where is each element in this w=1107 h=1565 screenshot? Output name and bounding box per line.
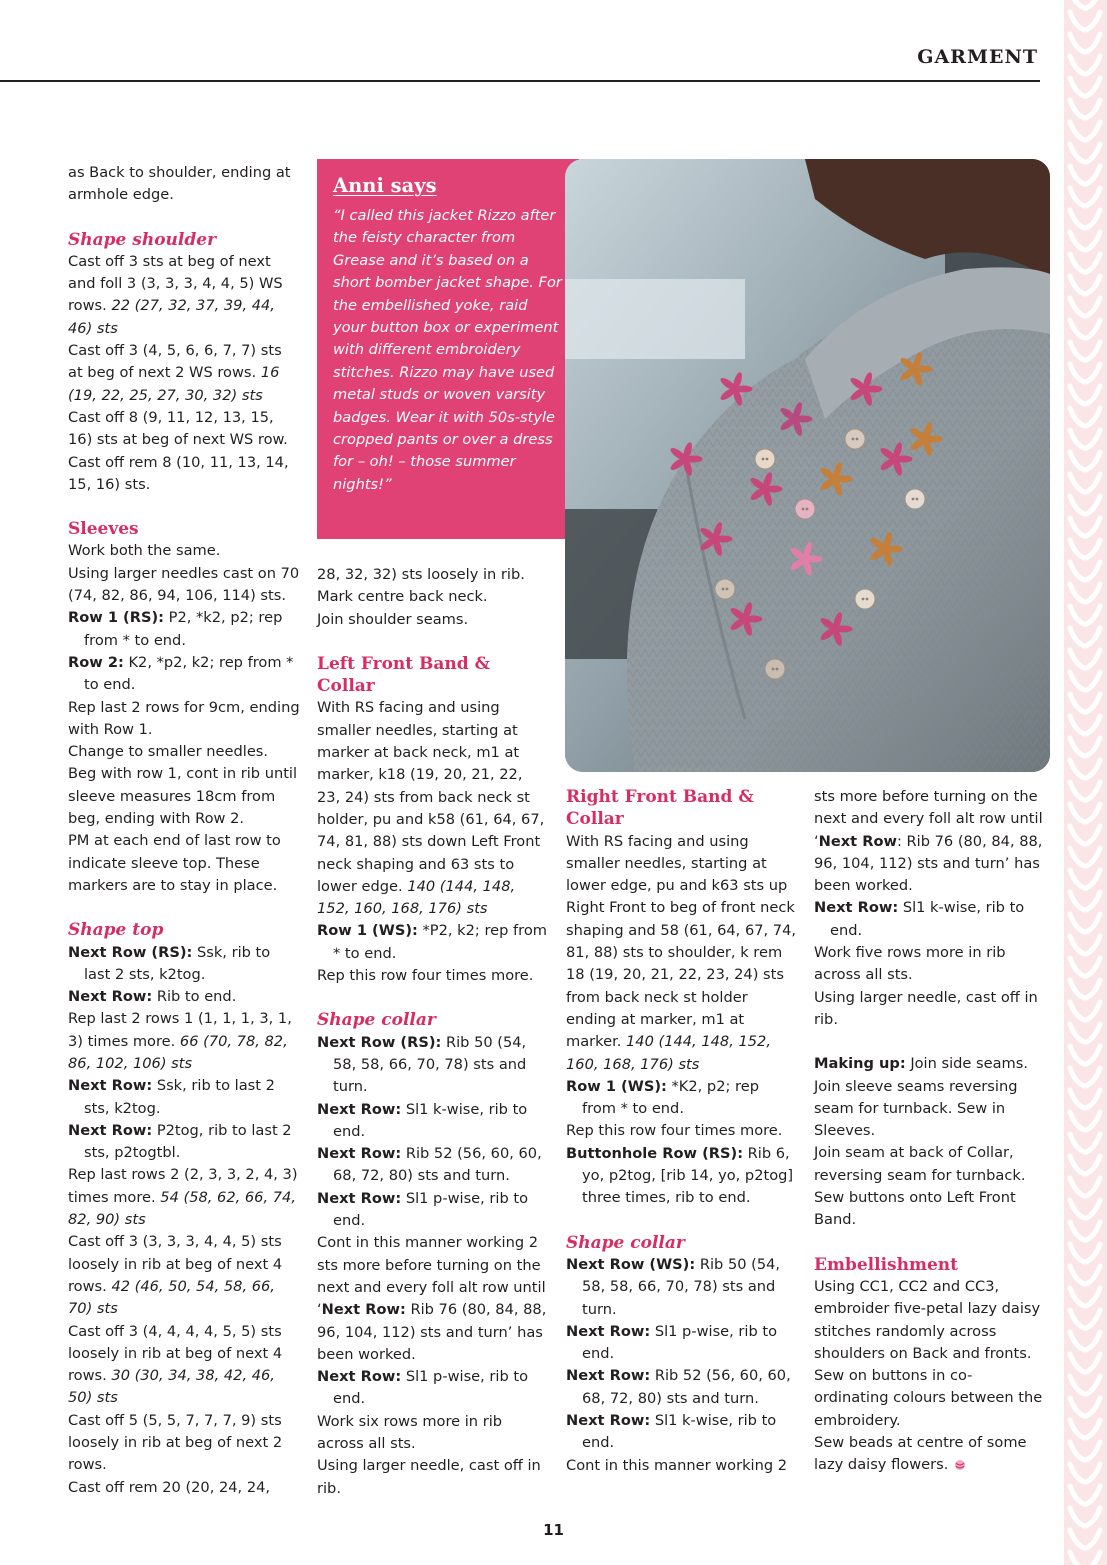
jacket-photo [565,159,1050,772]
paragraph: Sew on buttons in co-ordinating colours between the embroidery. [814,1367,1043,1429]
knit-pattern-strip [1064,0,1107,1565]
heading-right-front-band: Right Front Band & Collar [566,787,754,830]
row-instruction: Next Row (RS): Ssk, rib to last 2 sts, k2tog. [68,943,271,983]
paragraph: Cast off 3 (4, 4, 4, 4, 5, 5) sts loosely in rib at beg of next 4 rows. 30 (30, 34, 38, 42, 46, 50) sts [68,1322,283,1407]
column-2 [317,564,549,1500]
column-1 [68,162,300,1499]
paragraph: Work both the same. [68,542,221,560]
paragraph: as Back to shoulder, ending at armhole edge. [68,164,291,204]
paragraph: Rep last rows 2 (2, 3, 3, 2, 4, 3) times more. 54 (58, 62, 66, 74, 82, 90) sts [68,1166,298,1229]
paragraph: PM at each end of last row to indicate sleeve top. These markers are to stay in place. [68,832,281,894]
row-instruction: Next Row: Sl1 k-wise, rib to end. [317,1100,528,1140]
paragraph: Sew beads at centre of some lazy daisy flowers. [814,1432,1046,1479]
heading-shape-collar: Shape collar [566,1232,685,1253]
paragraph: Rep last 2 rows 1 (1, 1, 1, 3, 1, 3) times more. 66 (70, 78, 82, 86, 102, 106) sts [68,1010,292,1072]
paragraph: Beg with row 1, cont in rib until sleeve measures 18cm from beg, ending with Row 2. [68,765,298,828]
paragraph: Using larger needles cast on 70 (74, 82, 86, 94, 106, 114) sts. [68,564,300,605]
row-instruction: Row 2: K2, *p2, k2; rep from * to end. [68,653,294,694]
page-number: 11 [543,1521,564,1539]
page-header [0,46,1040,82]
paragraph: Work six rows more in rib across all sts. [317,1412,503,1452]
heading-shape-shoulder: Shape shoulder [68,229,217,250]
row-instruction: Next Row: Sl1 k-wise, rib to end. [814,899,1025,939]
paragraph: Using larger needle, cast off in rib. [814,988,1038,1028]
paragraph: Rep this row four times more. [566,1122,783,1140]
paragraph: Sew buttons onto Left Front Band. [814,1189,1016,1229]
anni-says-title: Anni says [333,174,437,197]
yarn-ball-icon [953,1456,967,1478]
paragraph: With RS facing and using smaller needles, starting at marker at back neck, m1 at marker, k18 (19, 20, 21, 22, 23, 24) sts from back neck st holder, pu and k58 (61, 64, 67, 74, 81, 88) sts down Left Front neck shaping and 63 sts to lower edge. 140 (144, 148, 152, 160, 168, 176) sts [317,699,545,918]
anni-says-quote: “I called this jacket Rizzo after the feisty character from Grease and it’s based on a short bomber jacket shape. For the embellished yoke, raid your button box or experiment with different embroidery stitches. Rizzo may have used metal studs or woven varsity badges. Wear it with 50s-style cropped pants or over a dress for – oh! – those summer nights!” [333,207,562,493]
row-instruction: Next Row: Rib 52 (56, 60, 60, 68, 72, 80) sts and turn. [317,1145,542,1185]
row-instruction: Row 1 (WS): *K2, p2; rep from * to end. [566,1077,759,1118]
paragraph: Cast off rem 20 (20, 24, 24, [68,1478,271,1496]
row-instruction: Next Row: Sl1 p-wise, rib to end. [317,1189,529,1230]
paragraph: Join seam at back of Collar, reversing seam for turnback. [814,1144,1026,1184]
row-instruction: Next Row: Ssk, rib to last 2 sts, k2tog. [68,1077,275,1117]
row-instruction: Buttonhole Row (RS): Rib 6, yo, p2tog, [rib 14, yo, p2tog] three times, rib to end. [566,1144,794,1207]
paragraph: sts more before turning on the next and every foll alt row until ‘Next Row: Rib 76 (80, 84, 88, 96, 104, 112) sts and turn’ has been worked. [814,788,1043,895]
paragraph: Cast off rem 8 (10, 11, 13, 14, 15, 16) sts. [68,453,289,493]
paragraph: Cont in this manner working 2 sts more before turning on the next and every foll alt row until ‘Next Row: Rib 76 (80, 84, 88, 96, 104, 112) sts and turn’ has been worked. [317,1234,547,1363]
paragraph: Cast off 3 sts at beg of next and foll 3 (3, 3, 3, 4, 4, 5) WS rows. 22 (27, 32, 37, 39, 44, 46) sts [68,252,283,337]
paragraph: Cast off 3 (4, 5, 6, 6, 7, 7) sts at beg of next 2 WS rows. 16 (19, 22, 25, 27, 30, 32) sts [68,342,282,404]
paragraph: Change to smaller needles. [68,743,269,761]
row-instruction: Next Row: Sl1 p-wise, rib to end. [566,1322,778,1363]
row-instruction: Next Row (WS): Rib 50 (54, 58, 58, 66, 70, 78) sts and turn. [566,1255,781,1318]
anni-says-box [317,159,579,539]
heading-shape-collar: Shape collar [317,1010,436,1031]
column-4 [814,786,1046,1479]
paragraph: Join shoulder seams. [317,610,469,628]
column-3 [566,786,796,1477]
row-instruction: Next Row: Sl1 k-wise, rib to end. [566,1412,777,1452]
heading-shape-top: Shape top [68,920,164,941]
paragraph: Using larger needle, cast off in rib. [317,1457,541,1497]
heading-sleeves: Sleeves [68,519,139,540]
row-instruction: Row 1 (RS): P2, *k2, p2; rep from * to end. [68,609,283,649]
row-instruction: Next Row (RS): Rib 50 (54, 58, 58, 66, 70, 78) sts and turn. [317,1033,527,1096]
heading-embellishment: Embellishment [814,1254,958,1275]
row-instruction: Next Row: Sl1 p-wise, rib to end. [317,1368,529,1408]
row-instruction: Next Row: P2tog, rib to last 2 sts, p2togtbl. [68,1121,292,1162]
paragraph: With RS facing and using smaller needles, starting at lower edge, pu and k63 sts up Right Front to beg of front neck shaping and 58 (61, 64, 67, 74, 81, 88) sts to shoulder, k rem 18 (19, 20, 21, 22, 23, 24) sts from back neck st holder ending at marker, m1 at marker. 140 (144, 148, 152, 160, 168, 176) sts [566,832,797,1073]
paragraph: Rep last 2 rows for 9cm, ending with Row 1. [68,698,300,738]
section-title: GARMENT [917,46,1038,68]
heading-left-front-band: Left Front Band & Collar [317,653,490,697]
paragraph: Making up: Join side seams. Join sleeve seams reversing seam for turnback. Sew in Sleeves. [814,1055,1029,1140]
paragraph: Work five rows more in rib across all sts. [814,944,1006,984]
paragraph: Cast off 5 (5, 5, 7, 7, 7, 9) sts loosely in rib at beg of next 2 rows. [68,1411,283,1474]
jacket-photo-illustration [565,159,1050,772]
paragraph: Using CC1, CC2 and CC3, embroider five-petal lazy daisy stitches randomly across shoulders on Back and fronts. [814,1277,1041,1362]
paragraph: 28, 32, 32) sts loosely in rib. [317,566,525,583]
paragraph: Cast off 8 (9, 11, 12, 13, 15, 16) sts at beg of next WS row. [68,408,288,449]
paragraph: Mark centre back neck. [317,588,488,606]
paragraph: Rep this row four times more. [317,967,534,985]
row-instruction: Next Row: Rib to end. [68,988,237,1006]
row-instruction: Row 1 (WS): *P2, k2; rep from * to end. [317,922,547,962]
row-instruction: Next Row: Rib 52 (56, 60, 60, 68, 72, 80) sts and turn. [566,1367,791,1407]
paragraph: Cont in this manner working 2 [566,1456,788,1474]
paragraph: Cast off 3 (3, 3, 3, 4, 4, 5) sts loosely in rib at beg of next 4 rows. 42 (46, 50, 54, 58, 66, 70) sts [68,1233,283,1318]
